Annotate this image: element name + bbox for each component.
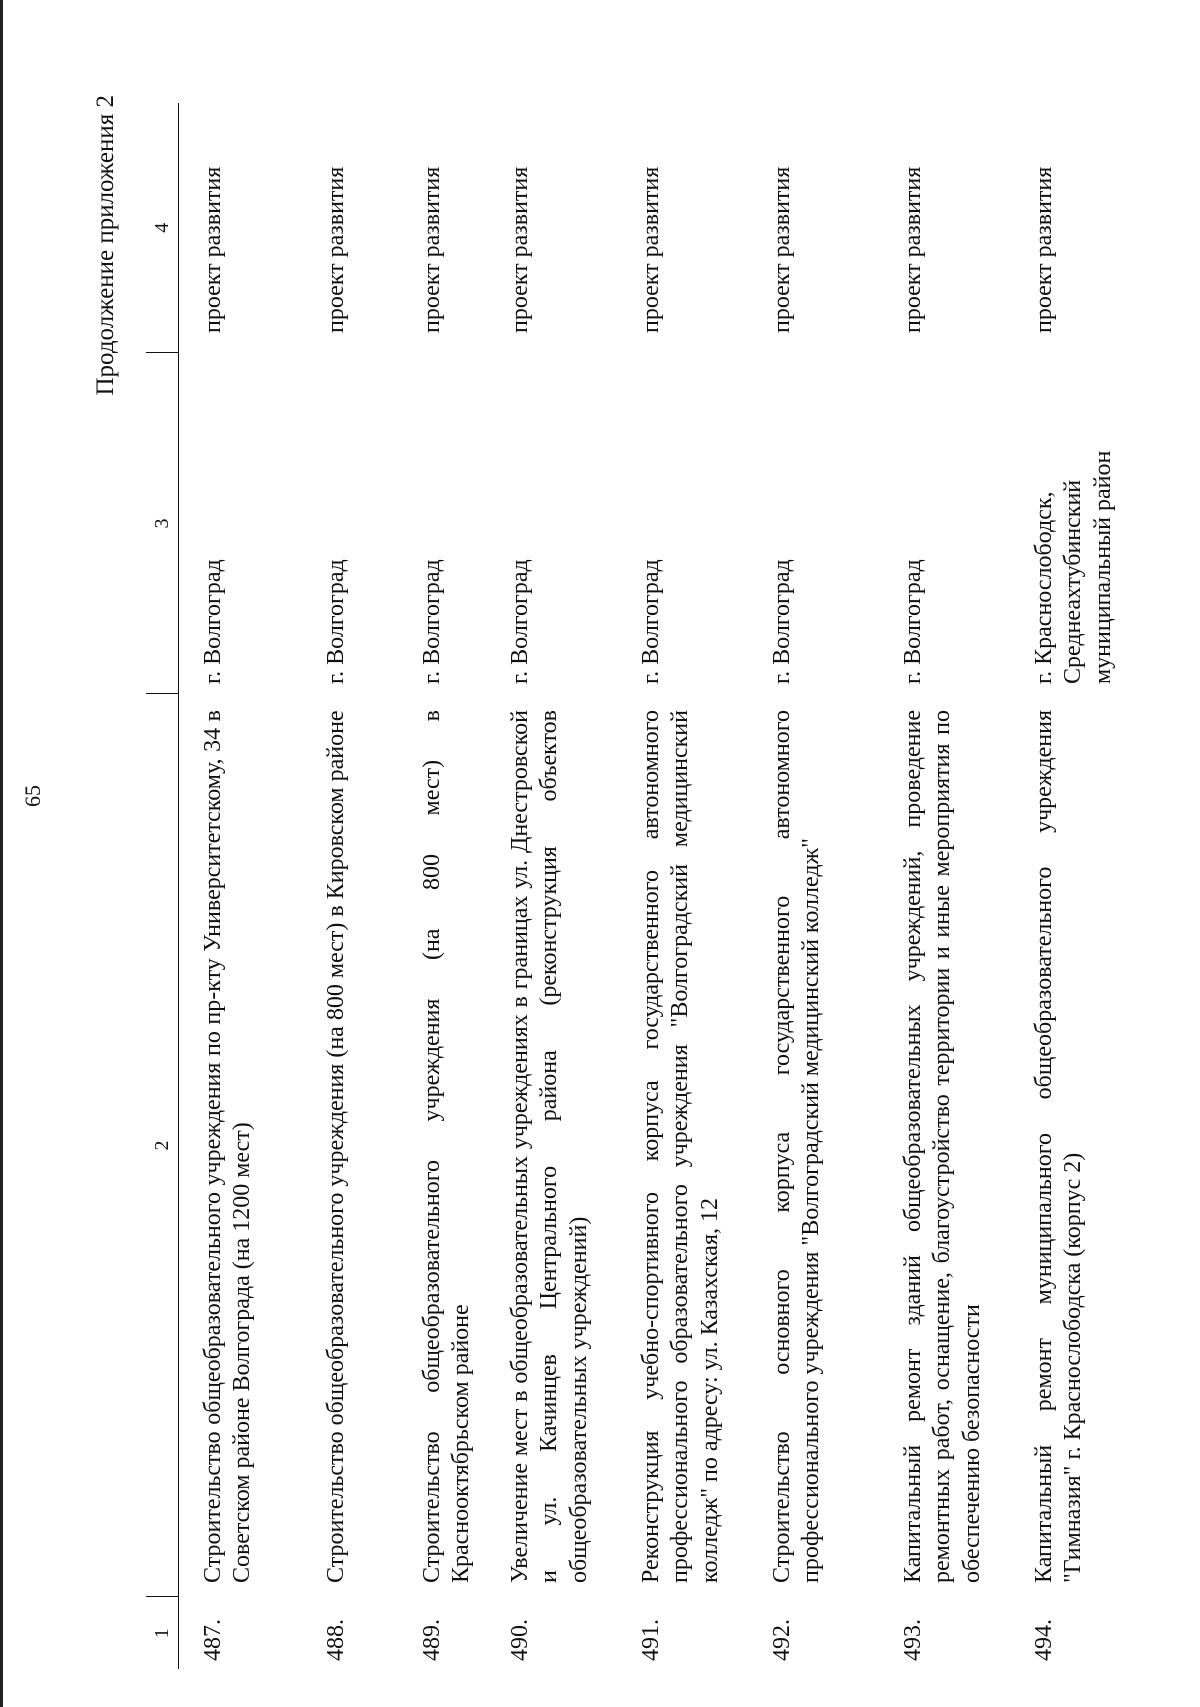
projects-table: [146, 103, 1150, 1669]
page-number: 65: [20, 785, 45, 807]
column-header: 4: [146, 103, 179, 353]
row-type: проект развития: [1031, 166, 1057, 333]
row-number: 489.: [419, 1619, 445, 1661]
column-header: 1: [146, 1597, 179, 1669]
row-description: Капитальный ремонт муниципального общеобразовательного учреждения "Гимназия" г. Краснослободска (корпус 2): [1031, 710, 1087, 1583]
table-row: [899, 103, 1030, 1669]
row-type: проект развития: [638, 166, 664, 333]
row-number: 494.: [1031, 1619, 1057, 1661]
row-type: проект развития: [507, 166, 533, 333]
row-number: 490.: [507, 1619, 533, 1661]
table-row: [322, 103, 418, 1669]
row-description: Строительство общеобразовательного учреждения (на 800 мест) в Краснооктябрьском районе: [419, 710, 475, 1583]
row-description: Реконструкция учебно-спортивного корпуса государственного автономного профессионального образовательного учреждения "Волгоградский медицинский колледж" по адресу: ул. Казахская, 12: [638, 710, 723, 1583]
table-row: [418, 103, 506, 1669]
table-row: [768, 103, 899, 1669]
row-location: г. Волгоград: [200, 559, 226, 684]
table-header-row: [146, 103, 179, 1669]
row-location: г. Волгоград: [900, 559, 926, 684]
row-location: г. Волгоград: [769, 559, 795, 684]
row-description: Строительство общеобразовательного учреждения (на 800 мест) в Кировском районе: [323, 710, 349, 1583]
row-type: проект развития: [323, 166, 349, 333]
row-number: 493.: [900, 1619, 926, 1661]
row-type: проект развития: [419, 166, 445, 333]
row-type: проект развития: [200, 166, 226, 333]
row-number: 491.: [638, 1619, 664, 1661]
column-header: 2: [146, 694, 179, 1597]
row-description: Строительство общеобразовательного учреждения по пр-кту Университетскому, 34 в Советском районе Волгограда (на 1200 мест): [200, 710, 256, 1583]
table-row: [179, 103, 323, 1669]
row-location: г. Волгоград: [507, 559, 533, 684]
table-row: [506, 103, 637, 1669]
row-number: 487.: [200, 1619, 226, 1661]
table-row: [637, 103, 768, 1669]
row-location: г. Волгоград: [323, 559, 349, 684]
row-number: 492.: [769, 1619, 795, 1661]
table-row: [1030, 103, 1150, 1669]
row-location: г. Волгоград: [419, 559, 445, 684]
column-header: 3: [146, 353, 179, 694]
row-description: Увеличение мест в общеобразовательных учреждениях в границах ул. Днестровской и ул. Качинцев Центрального района (реконструкция объектов общеобразовательных учреждений): [507, 710, 592, 1583]
row-type: проект развития: [769, 166, 795, 333]
row-type: проект развития: [900, 166, 926, 333]
row-location: г. Краснослободск, Среднеахтубинский муниципальный район: [1031, 450, 1116, 684]
row-number: 488.: [323, 1619, 349, 1661]
row-description: Капитальный ремонт зданий общеобразовательных учреждений, проведение ремонтных работ, оснащение, благоустройство территории и иные мероприятия по обеспечению безопасности: [900, 710, 985, 1583]
row-location: г. Волгоград: [638, 559, 664, 684]
continuation-heading: Продолжение приложения 2: [92, 95, 119, 396]
row-description: Строительство основного корпуса государственного автономного профессионального учреждения "Волгоградский медицинский колледж": [769, 710, 825, 1583]
